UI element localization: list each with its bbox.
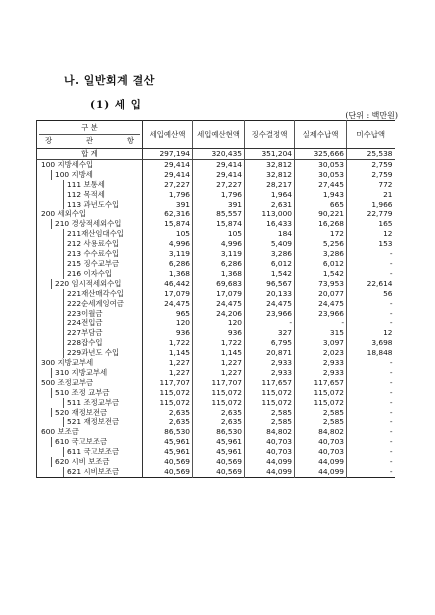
value-cell: 1,966 — [371, 199, 393, 209]
value-cell: 6,795 — [245, 338, 295, 348]
value-cell: - — [389, 407, 393, 417]
row-label-cell — [37, 170, 143, 180]
header-gubun — [37, 121, 143, 149]
value-cell: 115,072 — [295, 388, 347, 398]
row-label: 600 보조금 — [41, 427, 79, 437]
value-cell: 40,569 — [143, 457, 193, 467]
value-cell: 936 — [143, 328, 193, 338]
value-cell: 120 — [143, 318, 193, 328]
value-cell: 45,961 — [143, 447, 193, 457]
value-cell: 3,698 — [371, 338, 393, 348]
value-cell: 327 — [245, 328, 295, 338]
value-cell: 40,703 — [245, 437, 295, 447]
row-label-cell — [37, 259, 143, 269]
row-label-cell — [37, 209, 143, 219]
value-cell: 23,966 — [245, 309, 295, 319]
table-row — [37, 447, 395, 457]
table-row — [37, 408, 395, 418]
row-label: 100 지방세 — [51, 170, 140, 180]
value-cell: 2,023 — [295, 348, 347, 358]
value-cell: 3,286 — [245, 249, 295, 259]
value-cell: 5,256 — [295, 239, 347, 249]
row-label-cell — [37, 447, 143, 457]
value-cell: 29,414 — [193, 170, 245, 180]
value-cell: 96,567 — [245, 279, 295, 289]
row-label-cell — [37, 398, 143, 408]
value-cell: 29,414 — [143, 170, 193, 180]
table-row — [37, 289, 395, 299]
value-cell: 113,000 — [245, 209, 295, 219]
value-cell: - — [389, 367, 393, 377]
value-cell: - — [389, 308, 393, 318]
value-cell: 1,368 — [193, 269, 245, 279]
value-cell: 84,802 — [245, 427, 295, 437]
value-cell: 40,569 — [143, 467, 193, 477]
value-cell: 936 — [193, 328, 245, 338]
value-cell: 117,657 — [245, 378, 295, 388]
row-label: 228잡수입 — [63, 338, 140, 348]
value-cell: 6,286 — [193, 259, 245, 269]
row-label-cell — [37, 159, 143, 169]
table-row — [37, 388, 395, 398]
table-row — [37, 417, 395, 427]
value-cell: 2,585 — [245, 417, 295, 427]
row-label: 215 징수교부금 — [63, 259, 140, 269]
value-cell: 2,933 — [295, 358, 347, 368]
value-cell: 24,475 — [193, 299, 245, 309]
row-label: 224전입금 — [63, 318, 140, 328]
value-cell: 2,933 — [245, 368, 295, 378]
value-cell: - — [389, 387, 393, 397]
value-cell: 1,964 — [245, 190, 295, 200]
value-cell: 32,812 — [245, 159, 295, 169]
row-label: 229과년도 수입 — [63, 348, 140, 358]
table-row — [37, 279, 395, 289]
value-cell: 15,874 — [193, 219, 245, 229]
table-row — [37, 457, 395, 467]
value-cell: - — [389, 268, 393, 278]
header-col3: 징수결정액 — [245, 121, 295, 149]
value-cell: 1,796 — [143, 190, 193, 200]
value-cell: 24,475 — [295, 299, 347, 309]
row-label-cell — [37, 299, 143, 309]
value-cell: 45,961 — [193, 437, 245, 447]
table-row — [37, 368, 395, 378]
value-cell: 2,585 — [295, 408, 347, 418]
sub-title: (1) 세 입 — [90, 99, 142, 111]
value-cell: 6,286 — [143, 259, 193, 269]
row-label-cell — [37, 427, 143, 437]
value-cell: 1,943 — [295, 190, 347, 200]
value-cell: 44,099 — [245, 467, 295, 477]
value-cell: 117,707 — [193, 378, 245, 388]
row-label: 310 지방교부세 — [51, 368, 140, 378]
table-row — [37, 378, 395, 388]
value-cell: 28,217 — [245, 180, 295, 190]
value-cell: - — [389, 298, 393, 308]
value-cell: 18,848 — [366, 348, 393, 358]
section-title: 나. 일반회계 결산 — [64, 74, 155, 87]
row-label: 227부담금 — [63, 328, 140, 338]
table-row — [37, 170, 395, 180]
value-cell: - — [389, 427, 393, 437]
value-cell: - — [389, 358, 393, 368]
row-label-cell — [37, 368, 143, 378]
value-cell: 30,053 — [295, 170, 347, 180]
row-label: 113 과년도수입 — [63, 200, 140, 210]
value-cell: 1,722 — [143, 338, 193, 348]
value-cell: 40,703 — [295, 437, 347, 447]
value-cell: 86,530 — [193, 427, 245, 437]
value-cell: 105 — [193, 229, 245, 239]
header-jang: 장 — [45, 136, 53, 145]
value-cell: 1,227 — [143, 368, 193, 378]
row-label: 200 세외수입 — [41, 209, 87, 219]
row-label: 222순세계잉여금 — [63, 299, 140, 309]
row-label: 510 조정 교부금 — [51, 388, 140, 398]
value-cell: 69,683 — [193, 279, 245, 289]
value-cell: 117,707 — [143, 378, 193, 388]
value-cell: 115,072 — [295, 398, 347, 408]
row-label: 620 시비 보조금 — [51, 457, 140, 467]
table-row — [37, 200, 395, 210]
value-cell: 115,072 — [143, 388, 193, 398]
value-cell: 40,569 — [193, 457, 245, 467]
row-label-cell — [37, 358, 143, 368]
value-cell: 1,368 — [143, 269, 193, 279]
value-cell: 4,996 — [143, 239, 193, 249]
value-cell: 45,961 — [143, 437, 193, 447]
row-label-cell — [37, 388, 143, 398]
row-label: 213 수수료수입 — [63, 249, 140, 259]
row-label-cell — [37, 417, 143, 427]
row-label: 500 조정교부금 — [41, 377, 94, 387]
value-cell: 3,119 — [193, 249, 245, 259]
value-cell: 120 — [193, 318, 245, 328]
value-cell: 22,779 — [366, 209, 393, 219]
value-cell: 27,227 — [143, 180, 193, 190]
table-row — [37, 209, 395, 219]
value-cell: 1,542 — [245, 269, 295, 279]
value-cell: 44,099 — [245, 457, 295, 467]
row-label-cell — [37, 467, 143, 477]
value-cell: - — [389, 447, 393, 457]
value-cell: 62,316 — [143, 209, 193, 219]
value-cell: 16,433 — [245, 219, 295, 229]
value-cell: 3,097 — [295, 338, 347, 348]
table-row — [37, 239, 395, 249]
value-cell: 44,099 — [295, 457, 347, 467]
table-row — [37, 437, 395, 447]
table-row — [37, 348, 395, 358]
header-col2: 세입예산현액 — [193, 121, 245, 149]
value-cell: 90,221 — [295, 209, 347, 219]
row-label: 300 지방교부세 — [41, 358, 94, 368]
value-cell: 56 — [383, 288, 393, 298]
table-row — [37, 269, 395, 279]
row-label-cell — [37, 289, 143, 299]
table-row — [37, 398, 395, 408]
table-row — [37, 358, 395, 368]
value-cell: 6,012 — [245, 259, 295, 269]
value-cell: 391 — [193, 200, 245, 210]
value-cell: 25,538 — [347, 149, 395, 160]
row-label: 610 국고보조금 — [51, 437, 140, 447]
value-cell: 172 — [295, 229, 347, 239]
row-label-cell — [37, 229, 143, 239]
row-label-cell — [37, 149, 143, 160]
row-label-cell — [37, 219, 143, 229]
row-label-cell — [37, 249, 143, 259]
value-cell: - — [389, 467, 393, 476]
value-cell: - — [389, 457, 393, 467]
value-cell: - — [389, 258, 393, 268]
row-label: 112 목적세 — [63, 190, 140, 200]
row-label: 111 보통세 — [63, 180, 140, 190]
value-cell: 115,072 — [193, 388, 245, 398]
value-cell: 17,079 — [193, 289, 245, 299]
row-label: 621 시비보조금 — [63, 467, 140, 477]
value-cell: 84,802 — [295, 427, 347, 437]
value-cell: 3,119 — [143, 249, 193, 259]
value-cell: 17,079 — [143, 289, 193, 299]
table-row — [37, 309, 395, 319]
table-row — [37, 328, 395, 338]
value-cell: 4,996 — [193, 239, 245, 249]
value-cell: 29,414 — [193, 159, 245, 169]
row-label: 220 임시적세외수입 — [51, 279, 140, 289]
value-cell: 44,099 — [295, 467, 347, 477]
value-cell: 1,145 — [143, 348, 193, 358]
value-cell: 2,933 — [295, 368, 347, 378]
value-cell: 2,933 — [245, 358, 295, 368]
row-label-cell — [37, 309, 143, 319]
value-cell: 153 — [378, 239, 393, 249]
value-cell: 3,286 — [295, 249, 347, 259]
value-cell: - — [245, 318, 295, 328]
row-label-cell — [37, 180, 143, 190]
value-cell: 40,569 — [193, 467, 245, 477]
row-label-cell — [37, 279, 143, 289]
row-label: 521 재정보전금 — [63, 417, 140, 427]
value-cell: 20,871 — [245, 348, 295, 358]
value-cell: 117,657 — [295, 378, 347, 388]
table-row — [37, 219, 395, 229]
value-cell: 665 — [295, 200, 347, 210]
value-cell: 2,585 — [295, 417, 347, 427]
value-cell: 2,759 — [371, 159, 393, 169]
value-cell: 20,077 — [295, 289, 347, 299]
row-label-cell — [37, 437, 143, 447]
unit-note: (단위 : 백만원) — [345, 111, 398, 120]
value-cell: 351,204 — [245, 149, 295, 160]
table-row — [37, 159, 395, 169]
value-cell: 86,530 — [143, 427, 193, 437]
value-cell: - — [389, 417, 393, 427]
value-cell: 24,475 — [245, 299, 295, 309]
value-cell: 184 — [245, 229, 295, 239]
value-cell: 40,703 — [295, 447, 347, 457]
row-label-cell — [37, 378, 143, 388]
row-label: 합 계 — [81, 149, 98, 158]
value-cell: - — [389, 249, 393, 259]
header-col5: 미수납액 — [347, 121, 395, 149]
value-cell: 1,542 — [295, 269, 347, 279]
row-label-cell — [37, 408, 143, 418]
value-cell: 320,435 — [193, 149, 245, 160]
table-row — [37, 318, 395, 328]
value-cell: - — [389, 377, 393, 387]
value-cell: 1,796 — [193, 190, 245, 200]
value-cell: 165 — [378, 219, 393, 229]
value-cell: 2,759 — [371, 169, 393, 179]
value-cell: 315 — [295, 328, 347, 338]
value-cell: 12 — [383, 229, 393, 239]
value-cell: 45,961 — [193, 447, 245, 457]
row-label: 221재산매각수입 — [63, 289, 140, 299]
value-cell: 1,722 — [193, 338, 245, 348]
value-cell: 22,614 — [366, 278, 393, 288]
value-cell: 115,072 — [143, 398, 193, 408]
value-cell: 105 — [143, 229, 193, 239]
value-cell: 115,072 — [245, 388, 295, 398]
value-cell: 2,635 — [193, 417, 245, 427]
row-label-cell — [37, 457, 143, 467]
value-cell: 2,631 — [245, 200, 295, 210]
value-cell: - — [389, 437, 393, 447]
table-row — [37, 299, 395, 309]
value-cell: - — [389, 318, 393, 328]
value-cell: 85,557 — [193, 209, 245, 219]
header-hang: 항 — [126, 136, 134, 145]
value-cell: 965 — [143, 309, 193, 319]
table-row — [37, 467, 395, 477]
header-gwan: 관 — [85, 136, 94, 145]
value-cell: 27,227 — [193, 180, 245, 190]
header-gubun-label: 구 분 — [39, 122, 140, 135]
value-cell: 16,268 — [295, 219, 347, 229]
table-row — [37, 229, 395, 239]
value-cell: 32,812 — [245, 170, 295, 180]
value-cell: 12 — [383, 328, 393, 338]
row-label: 511 조정교부금 — [63, 398, 140, 408]
row-label: 520 재정보전금 — [51, 408, 140, 418]
row-label: 216 이자수입 — [63, 269, 140, 279]
header-col1: 세입예산액 — [143, 121, 193, 149]
value-cell: 29,414 — [143, 159, 193, 169]
value-cell: 1,227 — [143, 358, 193, 368]
value-cell: 1,227 — [193, 368, 245, 378]
value-cell: 40,703 — [245, 447, 295, 457]
table-row — [37, 427, 395, 437]
value-cell: 5,409 — [245, 239, 295, 249]
value-cell: 21 — [383, 189, 393, 199]
row-label: 100 지방세수입 — [41, 159, 94, 169]
value-cell: 27,445 — [295, 180, 347, 190]
value-cell: 6,012 — [295, 259, 347, 269]
row-label-cell — [37, 200, 143, 210]
row-label-cell — [37, 328, 143, 338]
table-row — [37, 180, 395, 190]
row-label-cell — [37, 190, 143, 200]
value-cell: 20,133 — [245, 289, 295, 299]
row-label-cell — [37, 239, 143, 249]
value-cell: 1,227 — [193, 358, 245, 368]
value-cell: 24,475 — [143, 299, 193, 309]
value-cell: 2,635 — [193, 408, 245, 418]
value-cell: 30,053 — [295, 159, 347, 169]
value-cell: 115,072 — [193, 398, 245, 408]
header-col4: 실제수납액 — [295, 121, 347, 149]
value-cell: 2,635 — [143, 417, 193, 427]
value-cell: 2,585 — [245, 408, 295, 418]
table-row — [37, 249, 395, 259]
value-cell: 24,206 — [193, 309, 245, 319]
row-label: 211재산임대수입 — [63, 229, 140, 239]
table-body — [37, 149, 395, 478]
row-label-cell — [37, 269, 143, 279]
value-cell: 297,194 — [143, 149, 193, 160]
table-row — [37, 338, 395, 348]
row-label: 223이월금 — [63, 309, 140, 319]
value-cell: 2,635 — [143, 408, 193, 418]
value-cell: - — [389, 397, 393, 407]
table-row — [37, 259, 395, 269]
value-cell: 15,874 — [143, 219, 193, 229]
row-label: 212 사용료수입 — [63, 239, 140, 249]
value-cell: 46,442 — [143, 279, 193, 289]
value-cell: 1,145 — [193, 348, 245, 358]
table-row — [37, 149, 395, 160]
row-label: 611 국고보조금 — [63, 447, 140, 457]
value-cell: 23,966 — [295, 309, 347, 319]
value-cell: 391 — [143, 200, 193, 210]
value-cell: 772 — [378, 179, 393, 189]
value-cell: 325,666 — [295, 149, 347, 160]
value-cell: 115,072 — [245, 398, 295, 408]
row-label-cell — [37, 338, 143, 348]
row-label-cell — [37, 318, 143, 328]
row-label-cell — [37, 348, 143, 358]
value-cell: 73,953 — [295, 279, 347, 289]
row-label: 210 경상적세외수입 — [51, 219, 140, 229]
table-row — [37, 190, 395, 200]
revenue-table — [36, 120, 395, 478]
value-cell: - — [295, 318, 347, 328]
